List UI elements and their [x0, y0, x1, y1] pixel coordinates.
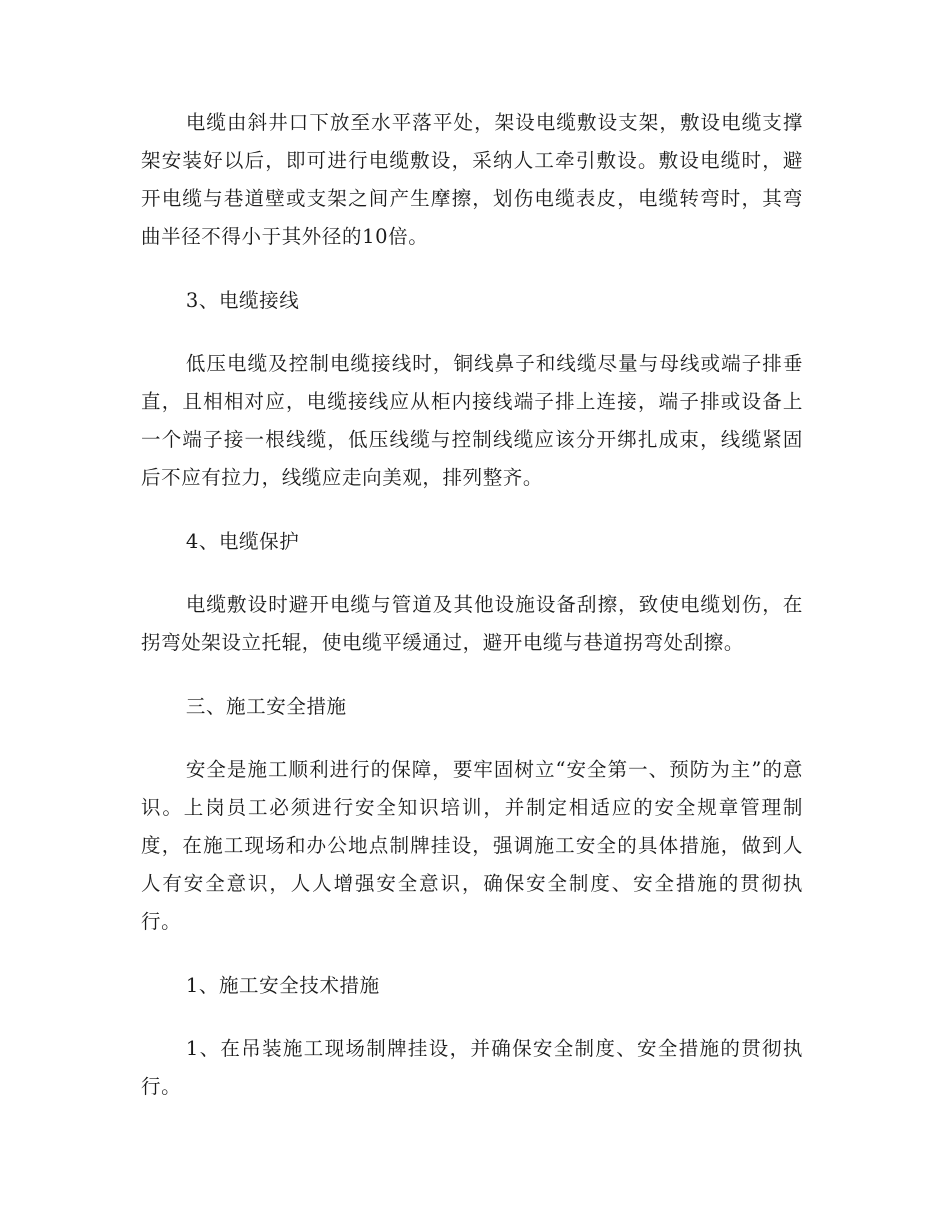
document-body: [141, 104, 803, 1132]
paragraph-safety-measures: 安全是施工顺利进行的保障，要牢固树立“安全第一、预防为主”的意识。上岗员工必须进行安全知识培训，并制定相适应的安全规章管理制度，在施工现场和办公地点制牌挂设，强调施工安全的具体措施，做到人人有安全意识，人人增强安全意识，确保安全制度、安全措施的贯彻执行。: [141, 758, 803, 933]
heading-cable-wiring: 3、电缆接线: [185, 289, 300, 312]
paragraph-cable-laying: 电缆由斜井口下放至水平落平处，架设电缆敷设支架，敷设电缆支撑架安装好以后，即可进行电缆敷设，采纳人工牵引敷设。敷设电缆时，避开电缆与巷道壁或支架之间产生摩擦，划伤电缆表皮，电缆转弯时，其弯曲半径不得小于其外径的10倍。: [141, 111, 803, 248]
paragraph-hoisting-site: 1、在吊装施工现场制牌挂设，并确保安全制度、安全措施的贯彻执行。: [141, 1037, 803, 1098]
heading-safety-technical-measures: 1、施工安全技术措施: [185, 974, 380, 997]
paragraph-cable-protection: 电缆敷设时避开电缆与管道及其他设施设备刮擦，致使电缆划伤，在拐弯处架设立托辊，使电缆平缓通过，避开电缆与巷道拐弯处刮擦。: [141, 593, 803, 654]
paragraph-cable-wiring: 低压电缆及控制电缆接线时，铜线鼻子和线缆尽量与母线或端子排垂直，且相相对应，电缆接线应从柜内接线端子排上连接，端子排或设备上一个端子接一根线缆，低压线缆与控制线缆应该分开绑扎成束，线缆紧固后不应有拉力，线缆应走向美观，排列整齐。: [141, 352, 803, 489]
heading-safety-measures: 三、施工安全措施: [185, 695, 347, 718]
heading-cable-protection: 4、电缆保护: [185, 530, 300, 553]
